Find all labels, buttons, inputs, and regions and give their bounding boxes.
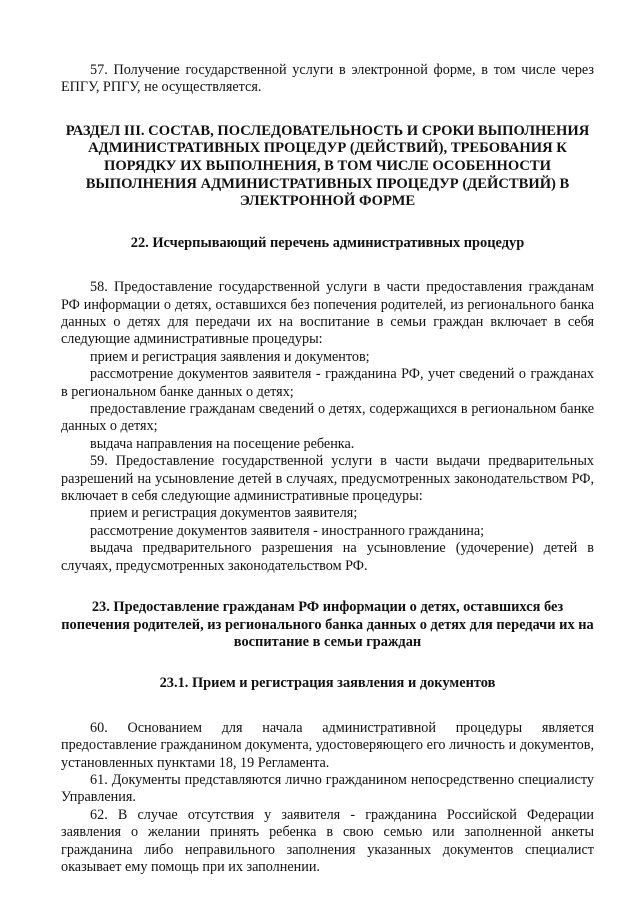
paragraph-58-item: рассмотрение документов заявителя - гражданина РФ, учет сведений о гражданах в региональном банке данных о детях;	[61, 366, 594, 400]
paragraph-61: 61. Документы представляются лично гражданином непосредственно специалисту Управления.	[61, 771, 594, 806]
heading-22: 22. Исчерпывающий перечень административных процедур	[130, 234, 525, 251]
heading-23: 23. Предоставление гражданам РФ информации о детях, оставшихся без попечения родителей, из регионального банка данных о детях для передачи их на воспитание в семьи граждан	[61, 599, 594, 650]
paragraph-58: 58. Предоставление государственной услуги в части предоставления гражданам РФ информации о детях, оставшихся без попечения родителей, из регионального банка данных о детях для передачи их на воспитание в семьи граждан включает в себя следующие административные процедуры:	[61, 279, 594, 348]
paragraph-58-item: выдача направления на посещение ребенка.	[90, 435, 355, 452]
paragraph-58-item: предоставление гражданам сведений о детях, содержащихся в региональном банке данных о детях;	[61, 401, 594, 435]
paragraph-59: 59. Предоставление государственной услуги в части выдачи предварительных разрешений на усыновление детей в случаях, предусмотренных законодательством РФ, включает в себя следующие административные процедуры:	[61, 453, 594, 505]
paragraph-60: 60. Основанием для начала административной процедуры является предоставление гражданином документа, удостоверяющего его личность и документов, установленных пунктами 18, 19 Регламента.	[61, 719, 594, 771]
paragraph-62: 62. В случае отсутствия у заявителя - гражданина Российской Федерации заявления о желании принять ребенка в свою семью или заполненной анкеты гражданина либо неправильного заполнения указанных документов специалист оказывает ему помощь при их заполнении.	[61, 806, 594, 875]
paragraph-59-item: выдача предварительного разрешения на усыновление (удочерение) детей в случаях, предусмотренных законодательством РФ.	[61, 540, 594, 574]
paragraph-58-item: прием и регистрация заявления и документов;	[90, 348, 370, 365]
paragraph-59-item: рассмотрение документов заявителя - иностранного гражданина;	[90, 522, 485, 539]
section-title: РАЗДЕЛ III. СОСТАВ, ПОСЛЕДОВАТЕЛЬНОСТЬ И СРОКИ ВЫПОЛНЕНИЯ АДМИНИСТРАТИВНЫХ ПРОЦЕДУР (ДЕЙСТВИЙ), ТРЕБОВАНИЯ К ПОРЯДКУ ИХ ВЫПОЛНЕНИЯ, В ТОМ ЧИСЛЕ ОСОБЕННОСТИ ВЫПОЛНЕНИЯ АДМИНИСТРАТИВНЫХ ПРОЦЕДУР (ДЕЙСТВИЙ) В ЭЛЕКТРОННОЙ ФОРМЕ	[65, 122, 590, 210]
heading-23-1: 23.1. Прием и регистрация заявления и документов	[159, 675, 496, 692]
paragraph-59-item: прием и регистрация документов заявителя;	[90, 505, 358, 522]
paragraph-57: 57. Получение государственной услуги в электронной форме, в том числе через ЕПГУ, РПГУ, не осуществляется.	[61, 62, 594, 96]
